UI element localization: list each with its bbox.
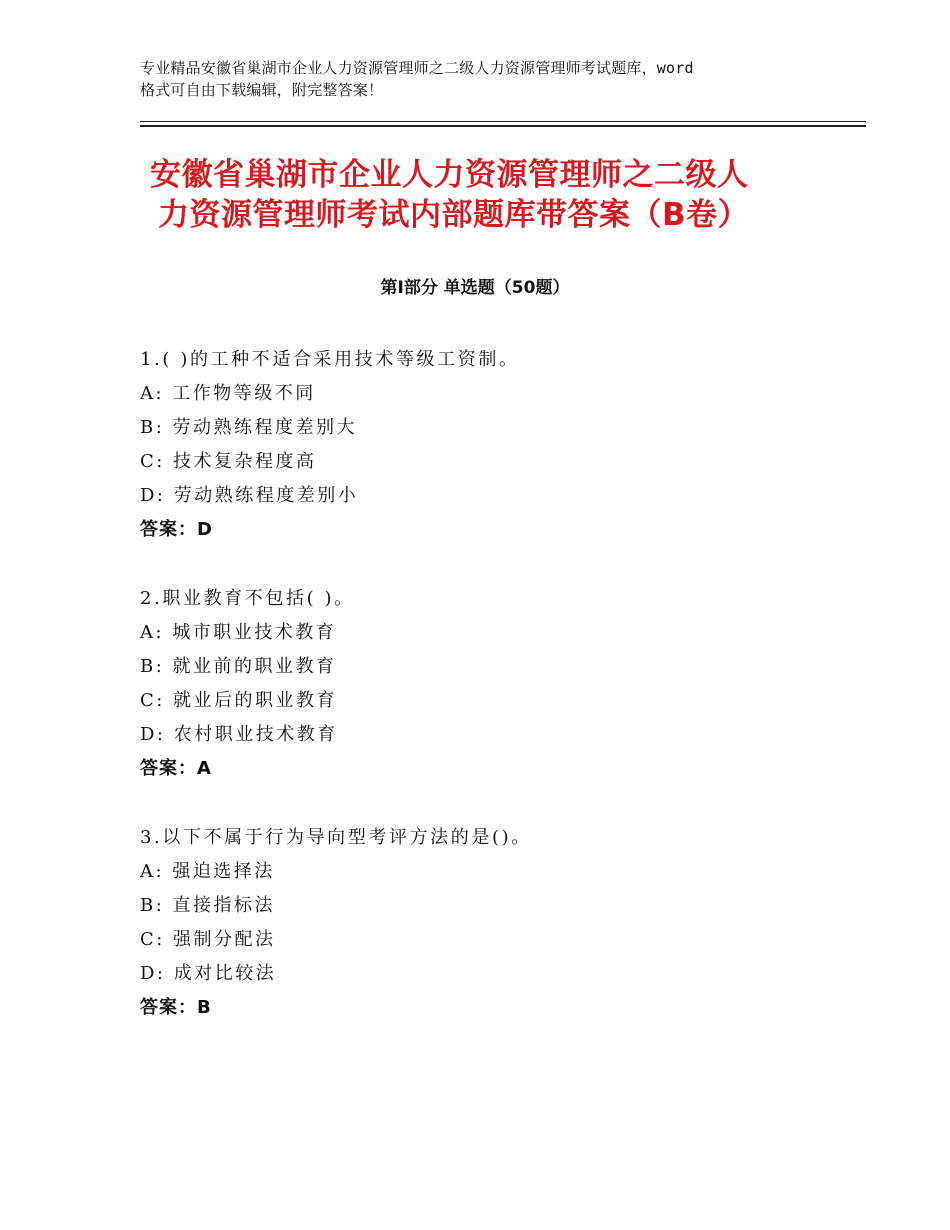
document-title: [150, 155, 850, 235]
option-a: A: 工作物等级不同: [140, 383, 316, 404]
header-note-line-2: 格式可自由下载编辑，附完整答案！: [140, 81, 384, 99]
option-b: B: 直接指标法: [140, 895, 276, 916]
question-stem: 1.( )的工种不适合采用技术等级工资制。: [140, 349, 520, 370]
question-block: [140, 343, 840, 547]
option-b: B: 就业前的职业教育: [140, 656, 337, 677]
answer-line: 答案：B: [140, 997, 212, 1018]
option-a: A: 强迫选择法: [140, 861, 275, 882]
answer-line: 答案：D: [140, 519, 213, 540]
option-c: C: 就业后的职业教育: [140, 690, 338, 711]
section-heading: 第Ⅰ部分 单选题（50题）: [380, 278, 570, 298]
document-header-note: [140, 57, 830, 101]
answer-line: 答案：A: [140, 758, 212, 779]
document-title-line-2: 力资源管理师考试内部题库带答案（B卷）: [158, 197, 750, 233]
header-divider-thin: [140, 121, 866, 122]
question-block: [140, 582, 840, 786]
question-stem: 2.职业教育不包括( )。: [140, 588, 355, 609]
option-d: D: 成对比较法: [140, 963, 277, 984]
header-note-line-1: 专业精品安徽省巢湖市企业人力资源管理师之二级人力资源管理师考试题库，word: [140, 59, 694, 77]
option-c: C: 强制分配法: [140, 929, 276, 950]
document-title-line-1: 安徽省巢湖市企业人力资源管理师之二级人: [150, 157, 749, 193]
option-d: D: 农村职业技术教育: [140, 724, 338, 745]
option-b: B: 劳动熟练程度差别大: [140, 417, 358, 438]
option-a: A: 城市职业技术教育: [140, 622, 337, 643]
option-d: D: 劳动熟练程度差别小: [140, 485, 359, 506]
option-c: C: 技术复杂程度高: [140, 451, 317, 472]
question-stem: 3.以下不属于行为导向型考评方法的是()。: [140, 827, 532, 848]
header-divider-thick: [140, 125, 866, 127]
question-block: [140, 821, 840, 1025]
